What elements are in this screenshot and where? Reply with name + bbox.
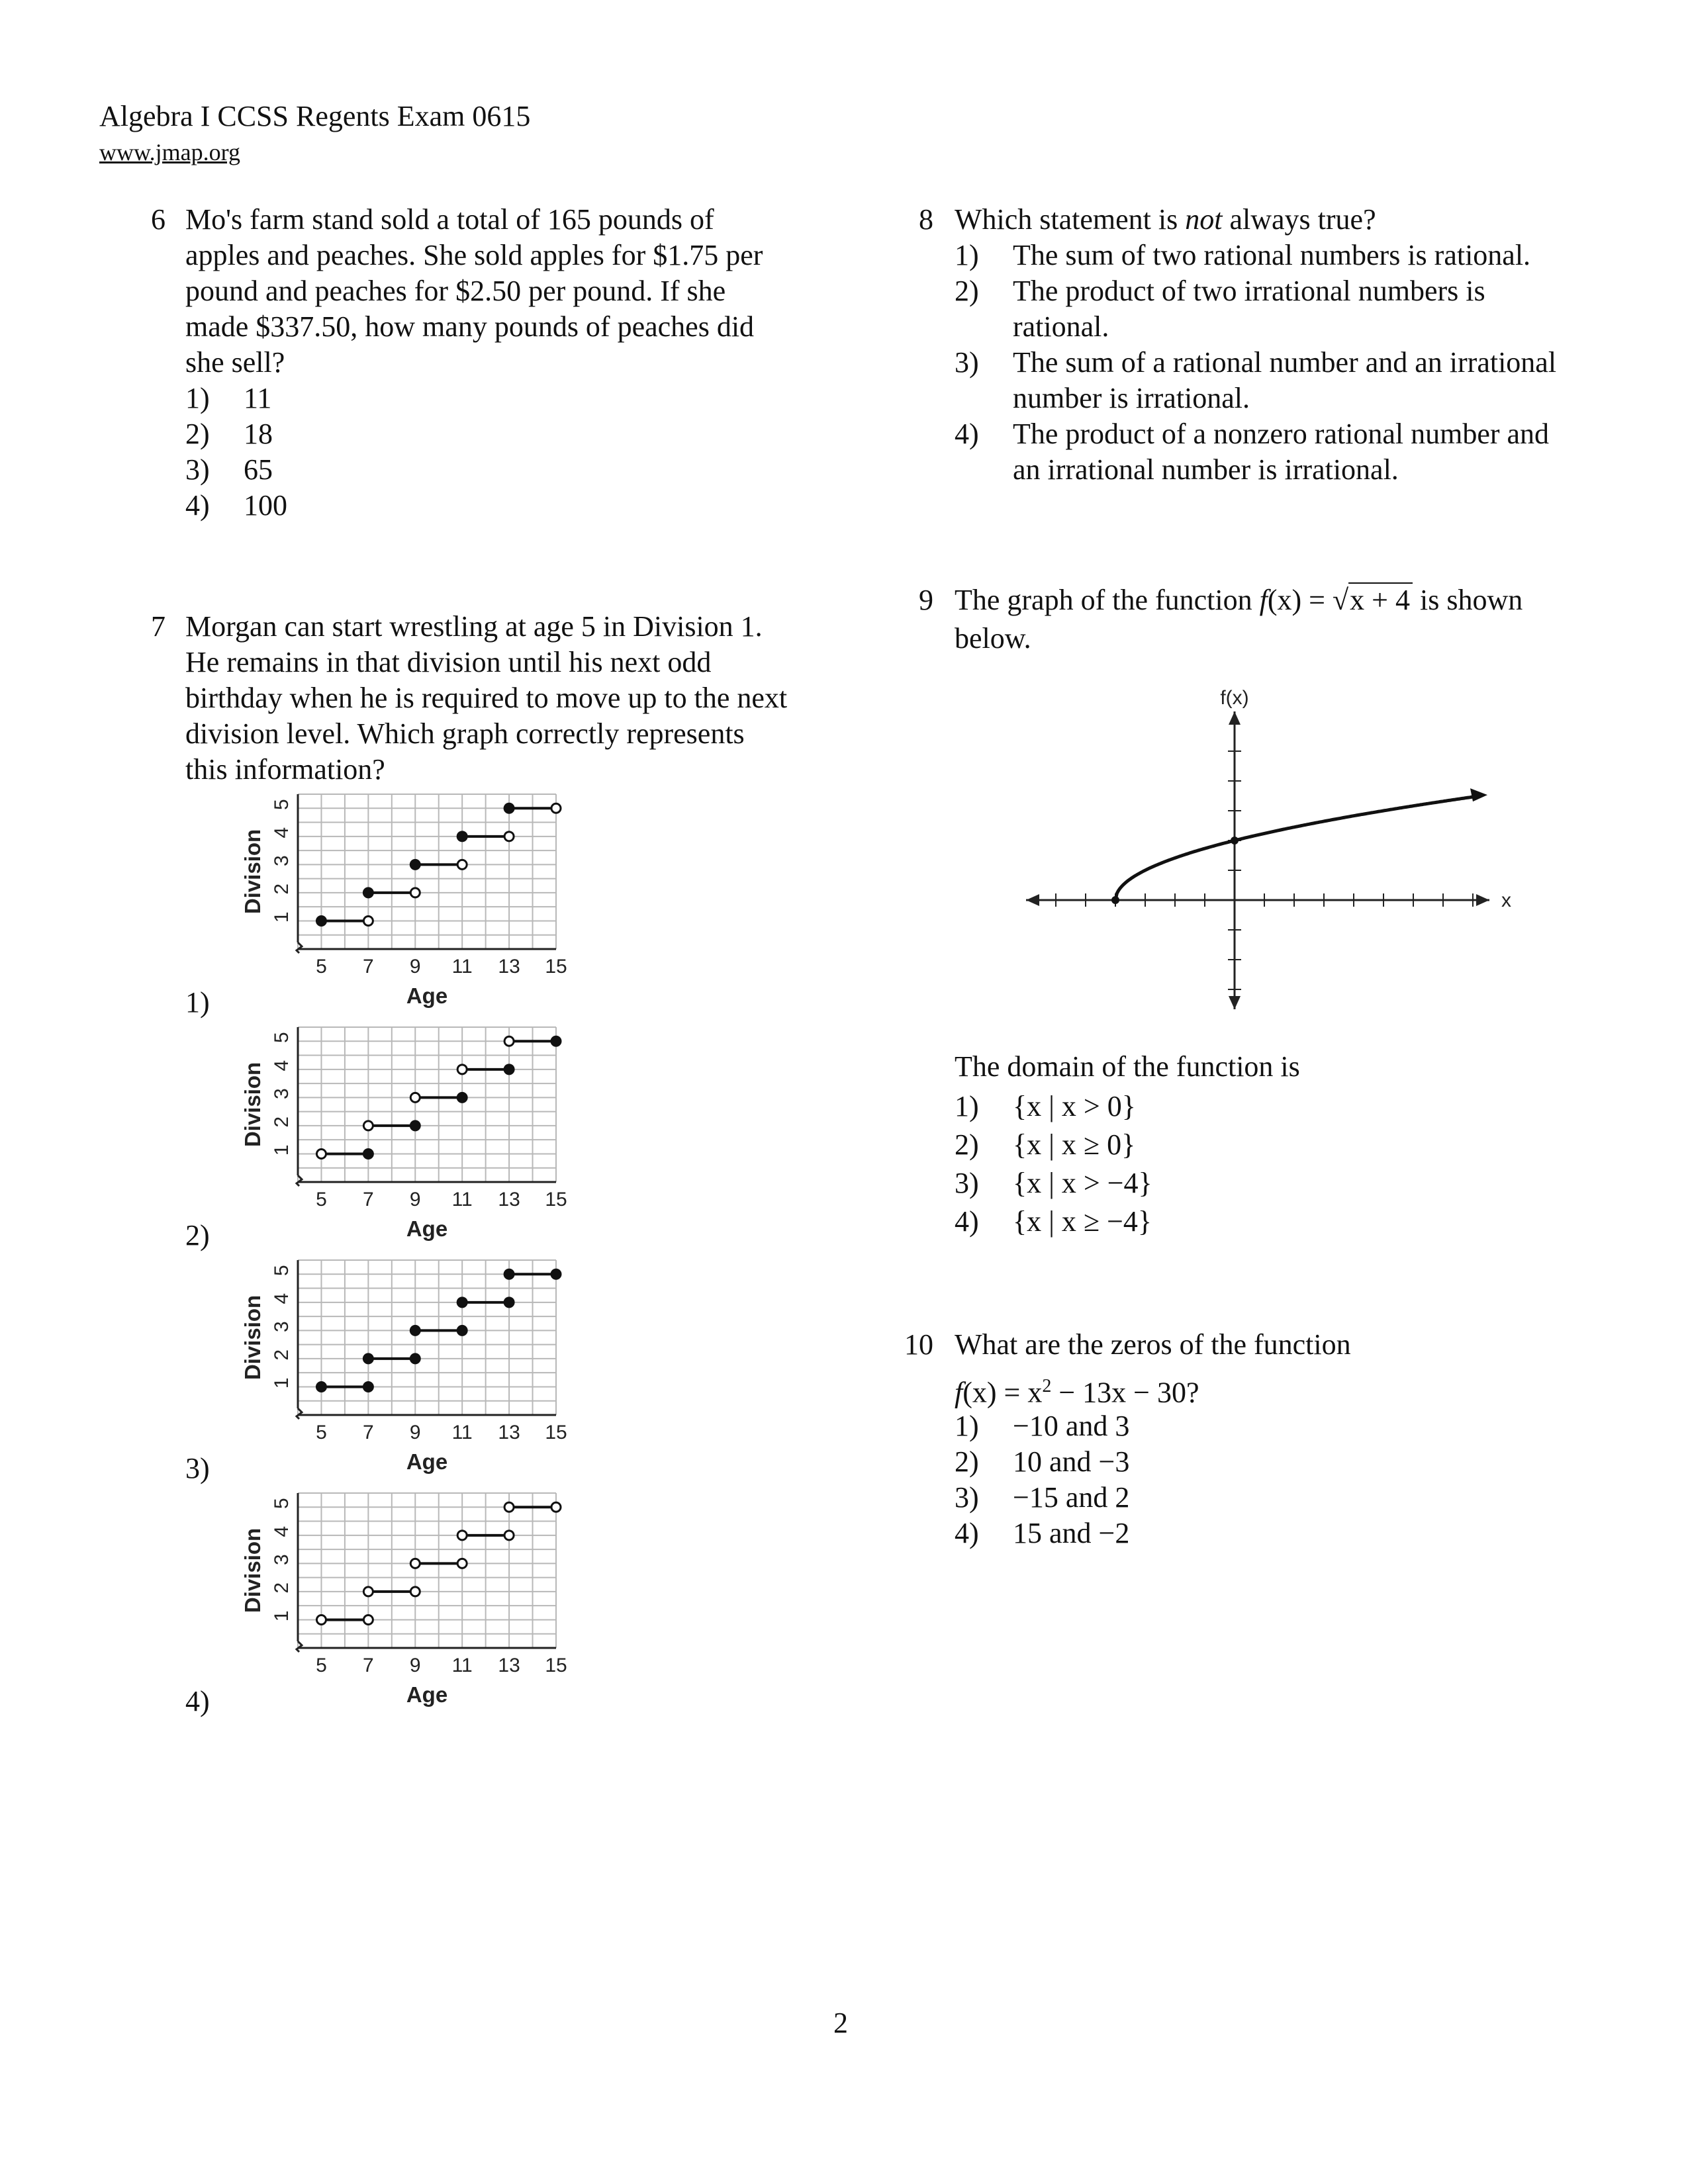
x-tick-label: 7	[363, 956, 374, 978]
stem-text: always true?	[1222, 203, 1376, 236]
question-10-choices	[955, 1408, 1129, 1551]
y-tick-label: 2	[271, 1116, 293, 1128]
question-9-stem	[955, 582, 1523, 618]
choice-text: {x | x > 0}	[1013, 1090, 1136, 1122]
choice-text: 11	[244, 382, 272, 414]
y-tick-label: 4	[271, 827, 293, 839]
choice-label: 2)	[955, 1128, 979, 1161]
question-10-number: 10	[904, 1328, 933, 1361]
stem-text: The graph of the function	[955, 584, 1260, 616]
exam-title: Algebra I CCSS Regents Exam 0615	[99, 100, 531, 132]
choice-text: The sum of a rational number and an irrational	[1013, 346, 1557, 379]
closed-endpoint	[504, 1298, 514, 1307]
question-10-stem: What are the zeros of the function	[955, 1328, 1351, 1361]
choice-text: an irrational number is irrational.	[1013, 453, 1399, 486]
answer-choice[interactable]	[185, 381, 287, 416]
x-tick-label: 11	[451, 1422, 473, 1443]
stem-line: birthday when he is required to move up to the next	[185, 682, 788, 714]
answer-choice[interactable]	[955, 416, 1617, 488]
answer-choice[interactable]	[955, 238, 1617, 273]
stem-line: Morgan can start wrestling at age 5 in Division 1.	[185, 610, 763, 643]
y-axis-label: Division	[240, 1527, 265, 1614]
choice-label: 1)	[955, 1090, 979, 1122]
question-6-choices	[185, 381, 287, 523]
stem-emphasis: not	[1185, 203, 1223, 236]
choice-text: 65	[244, 453, 273, 486]
start-point	[1111, 896, 1119, 904]
open-endpoint	[410, 1587, 420, 1596]
open-endpoint	[457, 1065, 467, 1074]
radical-sign: √	[1332, 584, 1349, 616]
y-tick-label: 5	[271, 1498, 293, 1509]
closed-endpoint	[410, 1121, 420, 1130]
open-endpoint	[410, 888, 420, 897]
y-axis-label: Division	[240, 829, 265, 915]
open-endpoint	[363, 1121, 373, 1130]
answer-choice[interactable]	[955, 1087, 1152, 1126]
answer-choice[interactable]	[955, 1408, 1129, 1444]
y-intercept-point	[1231, 837, 1239, 844]
y-axis-label: Division	[240, 1295, 265, 1381]
stem-line: division level. Which graph correctly represents	[185, 717, 745, 750]
y-axis-arrow-down	[1229, 996, 1241, 1009]
equation-text: − 13x − 30?	[1051, 1376, 1199, 1409]
choice-label: 3)	[955, 1167, 979, 1199]
y-tick-label: 5	[271, 799, 293, 810]
y-tick-label: 5	[271, 1032, 293, 1043]
choice-text: The sum of two rational numbers is rational.	[1013, 239, 1531, 271]
x-tick-label: 13	[498, 1189, 520, 1210]
x-tick-label: 15	[545, 1655, 567, 1676]
curve-arrowhead	[1470, 788, 1487, 801]
closed-endpoint	[363, 888, 373, 897]
choice-text: 10 and −3	[1013, 1445, 1130, 1478]
answer-choice[interactable]	[185, 416, 287, 452]
question-9-stem-line2: below.	[955, 622, 1031, 655]
question-8-stem	[955, 202, 1376, 238]
choice-label: 2)	[185, 418, 210, 450]
open-endpoint	[363, 1615, 373, 1624]
question-7-number: 7	[151, 610, 165, 643]
choice-label: 4)	[955, 1205, 979, 1238]
website-link[interactable]: www.jmap.org	[99, 139, 240, 165]
x-tick-label: 9	[409, 1655, 421, 1676]
choice-text: {x | x ≥ −4}	[1013, 1205, 1152, 1238]
choice-text: 100	[244, 489, 287, 522]
answer-choice[interactable]	[955, 1516, 1129, 1551]
closed-endpoint	[363, 1149, 373, 1158]
open-endpoint	[551, 1502, 561, 1512]
open-endpoint	[551, 803, 561, 813]
step-graph-choice-4	[235, 1486, 619, 1718]
exponent: 2	[1042, 1376, 1052, 1396]
closed-endpoint	[551, 1269, 561, 1279]
y-tick-label: 1	[271, 1144, 293, 1156]
answer-choice[interactable]	[955, 1480, 1129, 1516]
open-endpoint	[316, 1149, 326, 1158]
question-8-number: 8	[919, 203, 933, 236]
choice-text: rational.	[1013, 310, 1109, 343]
y-tick-label: 2	[271, 883, 293, 895]
answer-choice[interactable]	[185, 452, 287, 488]
y-axis-arrow-up	[1229, 711, 1241, 725]
closed-endpoint	[410, 860, 420, 869]
x-axis-label: Age	[406, 1449, 448, 1474]
closed-endpoint	[551, 1036, 561, 1046]
choice-text: {x | x > −4}	[1013, 1167, 1152, 1199]
y-tick-label: 1	[271, 1377, 293, 1389]
open-endpoint	[504, 1531, 514, 1540]
stem-line: Mo's farm stand sold a total of 165 pounds of	[185, 203, 714, 236]
closed-endpoint	[316, 916, 326, 925]
x-tick-label: 11	[451, 956, 473, 978]
open-endpoint	[410, 1093, 420, 1102]
y-tick-label: 3	[271, 1088, 293, 1100]
stem-line: He remains in that division until his next odd	[185, 646, 712, 678]
graph-choice-label[interactable]: 2)	[185, 1219, 210, 1251]
x-axis-arrow-right	[1476, 894, 1489, 906]
open-endpoint	[457, 1559, 467, 1568]
answer-choice[interactable]	[955, 345, 1617, 416]
choice-text: The product of two irrational numbers is	[1013, 275, 1485, 307]
sqrt-function-graph	[1013, 682, 1516, 1026]
open-endpoint	[363, 916, 373, 925]
closed-endpoint	[457, 1326, 467, 1335]
question-6-stem	[185, 202, 763, 381]
closed-endpoint	[410, 1326, 420, 1335]
open-endpoint	[363, 1587, 373, 1596]
answer-choice[interactable]	[955, 1164, 1152, 1203]
question-9-number: 9	[919, 584, 933, 616]
closed-endpoint	[316, 1382, 326, 1391]
x-axis-arrow-left	[1026, 894, 1039, 906]
closed-endpoint	[504, 803, 514, 813]
x-axis-label: Age	[406, 1216, 448, 1241]
open-endpoint	[504, 1502, 514, 1512]
choice-label: 3)	[955, 346, 979, 379]
open-endpoint	[457, 860, 467, 869]
open-endpoint	[504, 1036, 514, 1046]
x-axis-label: x	[1501, 889, 1511, 911]
stem-line: pound and peaches for $2.50 per pound. If she	[185, 275, 726, 307]
closed-endpoint	[457, 1093, 467, 1102]
question-8-choices	[955, 238, 1617, 488]
x-tick-label: 5	[316, 956, 327, 978]
choice-label: 2)	[955, 1445, 979, 1478]
answer-choice[interactable]	[955, 1126, 1152, 1164]
y-tick-label: 3	[271, 1321, 293, 1333]
y-tick-label: 3	[271, 1554, 293, 1566]
choice-label: 1)	[955, 1410, 979, 1442]
closed-endpoint	[363, 1354, 373, 1363]
x-axis-label: Age	[406, 1682, 448, 1707]
graph-choice-label[interactable]: 1)	[185, 986, 210, 1019]
closed-endpoint	[457, 832, 467, 841]
step-graph-choice-3	[235, 1253, 619, 1485]
stem-text: is shown	[1412, 584, 1523, 616]
choice-label: 4)	[955, 1517, 979, 1549]
open-endpoint	[316, 1615, 326, 1624]
choice-label: 1)	[185, 382, 210, 414]
closed-endpoint	[363, 1382, 373, 1391]
choice-text: 15 and −2	[1013, 1517, 1130, 1549]
choice-text: {x | x ≥ 0}	[1013, 1128, 1136, 1161]
x-tick-label: 7	[363, 1422, 374, 1443]
y-tick-label: 1	[271, 911, 293, 923]
x-axis-label: Age	[406, 983, 448, 1008]
answer-choice[interactable]	[955, 1203, 1152, 1241]
closed-endpoint	[457, 1298, 467, 1307]
graph-choice-label[interactable]: 4)	[185, 1685, 210, 1717]
x-tick-label: 5	[316, 1422, 327, 1443]
y-axis-label: Division	[240, 1062, 265, 1148]
function-name: f	[1259, 584, 1268, 616]
x-tick-label: 9	[409, 1189, 421, 1210]
stem-line: this information?	[185, 753, 385, 786]
x-tick-label: 13	[498, 1655, 520, 1676]
choice-label: 4)	[185, 489, 210, 522]
choice-text: The product of a nonzero rational number and	[1013, 418, 1550, 450]
question-6-number: 6	[151, 203, 165, 236]
closed-endpoint	[410, 1354, 420, 1363]
x-tick-label: 15	[545, 1422, 567, 1443]
y-tick-label: 4	[271, 1525, 293, 1537]
domain-prompt: The domain of the function is	[955, 1050, 1300, 1083]
x-tick-label: 15	[545, 956, 567, 978]
choice-text: −15 and 2	[1013, 1481, 1130, 1514]
x-tick-label: 9	[409, 1422, 421, 1443]
y-tick-label: 3	[271, 855, 293, 867]
closed-endpoint	[504, 1065, 514, 1074]
x-tick-label: 5	[316, 1189, 327, 1210]
step-graph-choice-2	[235, 1021, 619, 1252]
answer-choice[interactable]	[185, 488, 287, 523]
closed-endpoint	[504, 1269, 514, 1279]
x-tick-label: 13	[498, 1422, 520, 1443]
choice-label: 1)	[955, 239, 979, 271]
y-tick-label: 2	[271, 1582, 293, 1594]
x-tick-label: 9	[409, 956, 421, 978]
x-tick-label: 11	[451, 1655, 473, 1676]
y-tick-label: 4	[271, 1293, 293, 1304]
x-tick-label: 13	[498, 956, 520, 978]
x-tick-label: 5	[316, 1655, 327, 1676]
stem-line: made $337.50, how many pounds of peaches did	[185, 310, 755, 343]
choice-text: 18	[244, 418, 273, 450]
function-name: f	[955, 1376, 963, 1409]
equation-text: (x) = x	[962, 1376, 1043, 1409]
question-10-equation	[955, 1369, 1199, 1411]
page-number: 2	[833, 2007, 848, 2039]
choice-label: 4)	[955, 418, 979, 450]
answer-choice[interactable]	[955, 273, 1617, 345]
y-tick-label: 4	[271, 1060, 293, 1071]
graph-choice-label[interactable]: 3)	[185, 1452, 210, 1484]
function-curve	[1115, 797, 1473, 900]
choice-label: 2)	[955, 275, 979, 307]
open-endpoint	[504, 832, 514, 841]
x-tick-label: 7	[363, 1189, 374, 1210]
choice-label: 3)	[955, 1481, 979, 1514]
y-tick-label: 5	[271, 1265, 293, 1276]
open-endpoint	[457, 1531, 467, 1540]
y-axis-label: f(x)	[1220, 687, 1249, 709]
x-tick-label: 7	[363, 1655, 374, 1676]
y-tick-label: 1	[271, 1610, 293, 1622]
question-7-stem	[185, 609, 787, 788]
function-argument: (x) =	[1267, 584, 1333, 616]
question-9-choices	[955, 1087, 1152, 1241]
y-tick-label: 2	[271, 1349, 293, 1361]
choice-text: −10 and 3	[1013, 1410, 1130, 1442]
choice-text: number is irrational.	[1013, 382, 1250, 414]
stem-line: she sell?	[185, 346, 285, 379]
stem-line: apples and peaches. She sold apples for $1.75 per	[185, 239, 763, 271]
stem-text: Which statement is	[955, 203, 1186, 236]
answer-choice[interactable]	[955, 1444, 1129, 1480]
open-endpoint	[410, 1559, 420, 1568]
step-graph-choice-1	[235, 788, 619, 1019]
x-tick-label: 11	[451, 1189, 473, 1210]
choice-label: 3)	[185, 453, 210, 486]
x-tick-label: 15	[545, 1189, 567, 1210]
radicand: x + 4	[1348, 582, 1413, 616]
